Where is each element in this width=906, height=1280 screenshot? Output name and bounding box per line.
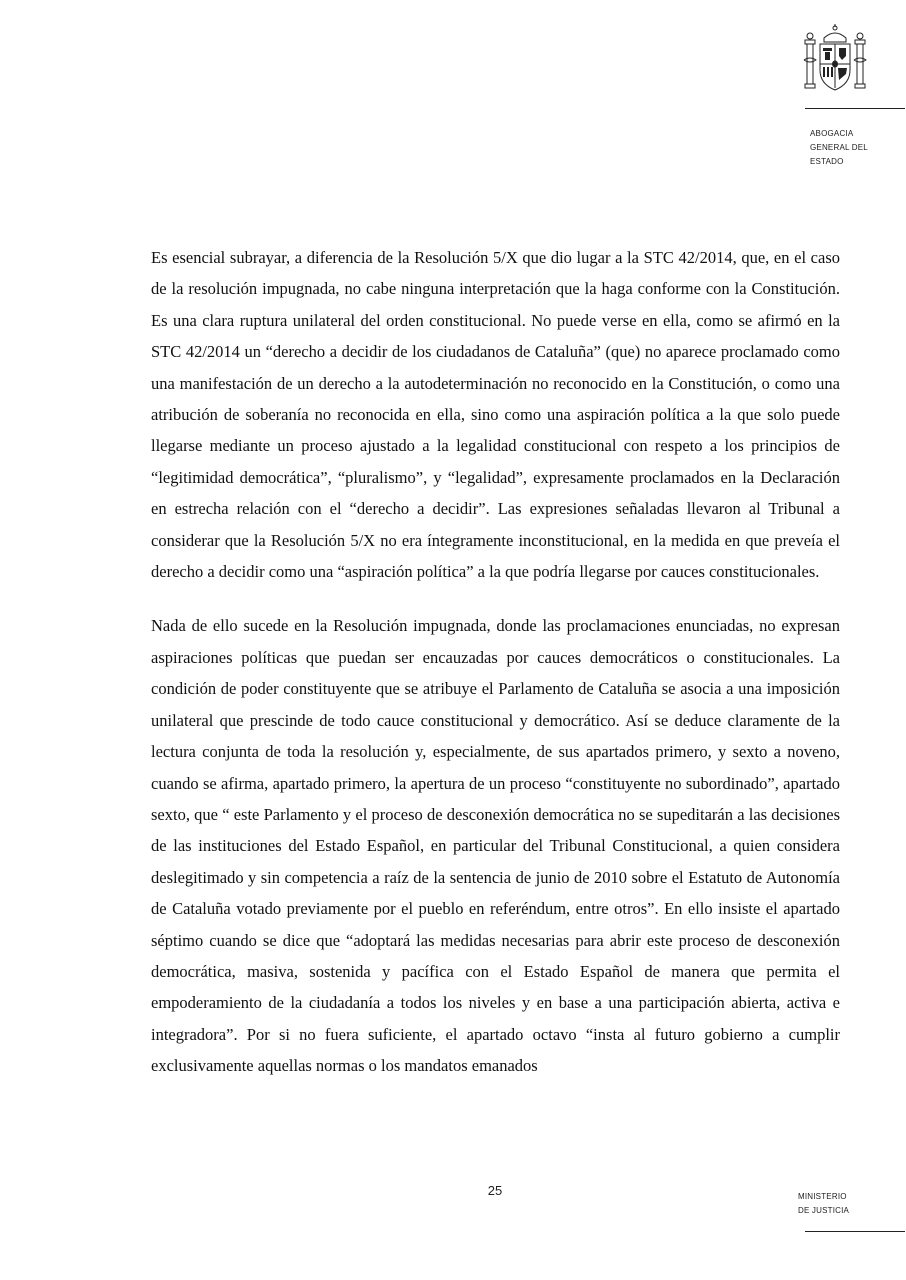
document-body: [151, 242, 840, 1082]
ministry-name-line: DE JUSTICIA: [798, 1206, 850, 1215]
header-rule: [805, 108, 905, 109]
ministry-name-line: MINISTERIO: [798, 1192, 847, 1201]
agency-name-line: ABOGACIA: [810, 129, 854, 138]
agency-name-line: GENERAL DEL: [810, 143, 868, 152]
footer-rule: [805, 1231, 905, 1232]
spanish-coat-of-arms-icon: [802, 24, 868, 94]
agency-name: [810, 127, 890, 169]
agency-name-line: ESTADO: [810, 157, 844, 166]
page-number: 25: [487, 1183, 503, 1198]
paragraph: Es esencial subrayar, a diferencia de la Resolución 5/X que dio lugar a la STC 42/2014, que, en el caso de la resolución impugnada, no cabe ninguna interpretación que la haga conforme con la Constitución. Es una clara ruptura unilateral del orden constitucional. No puede verse en ella, como se afirmó en la STC 42/2014 un “derecho a decidir de los ciudadanos de Cataluña” (que) no aparece proclamado como una manifestación de un derecho a la autodeterminación no reconocido en la Constitución, o como una atribución de soberanía no reconocida en ella, sino como una aspiración política a la que solo puede llegarse mediante un proceso ajustado a la legalidad constitucional con respeto a los principios de “legitimidad democrática”, “pluralismo”, y “legalidad”, expresamente proclamados en la Declaración en estrecha relación con el “derecho a decidir”. Las expresiones señaladas llevaron al Tribunal a considerar que la Resolución 5/X no era íntegramente inconstitucional, en la medida en que preveía el derecho a decidir como una “aspiración política” a la que podría llegarse por cauces constitucionales.: [151, 248, 840, 582]
ministry-name: [798, 1190, 888, 1218]
paragraph: Nada de ello sucede en la Resolución impugnada, donde las proclamaciones enunciadas, no expresan aspiraciones políticas que puedan ser encauzadas por cauces democráticos o constitucionales. La condición de poder constituyente que se atribuye el Parlamento de Cataluña se asocia a una imposición unilateral que prescinde de todo cauce constitucional y democrático. Así se deduce claramente de la lectura conjunta de toda la resolución y, especialmente, de sus apartados primero, y sexto a noveno, cuando se afirma, apartado primero, la apertura de un proceso “constituyente no subordinado”, apartado sexto, que “ este Parlamento y el proceso de desconexión democrática no se supeditarán a las decisiones de las instituciones del Estado Español, en particular del Tribunal Constitucional, a quien considera deslegitimado y sin competencia a raíz de la sentencia de junio de 2010 sobre el Estatuto de Autonomía de Cataluña votado previamente por el pueblo en referéndum, entre otros”. En ello insiste el apartado séptimo cuando se dice que “adoptará las medidas necesarias para abrir este proceso de desconexión democrática, masiva, sostenida y pacífica con el Estado Español de manera que permita el empoderamiento de la ciudadanía a todos los niveles y en base a una participación abierta, activa e integradora”. Por si no fuera suficiente, el apartado octavo “insta al futuro gobierno a cumplir exclusivamente aquellas normas o los mandatos emanados: [151, 616, 840, 1076]
